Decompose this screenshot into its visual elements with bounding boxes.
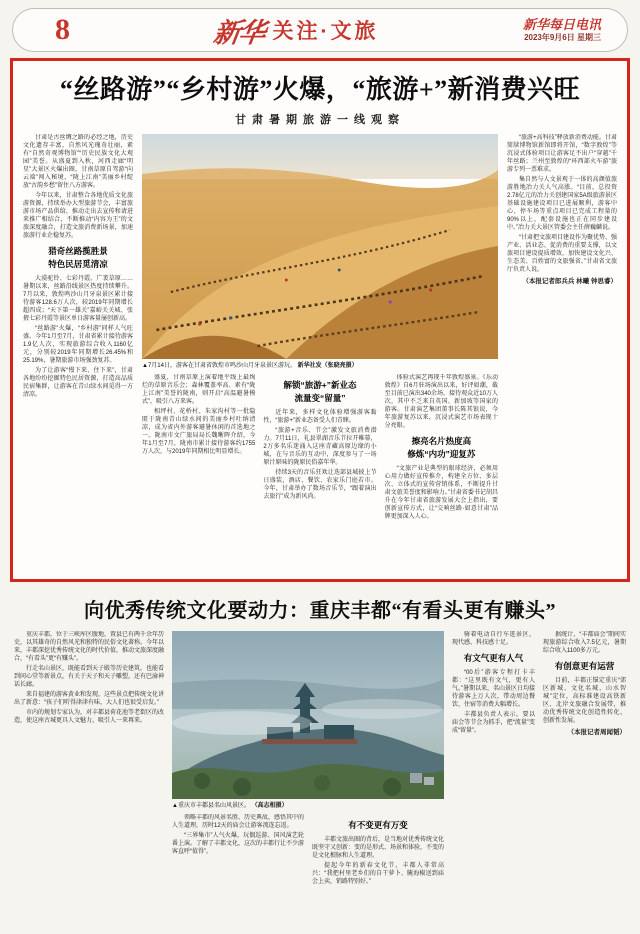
issue-date: 2023年9月6日 星期三 (524, 32, 601, 42)
paragraph: 领略丰都的风景名胜、历史典故，感悟其中的人生道理，历时12天的庙会让游客流连忘返。 (172, 815, 304, 829)
fengdu-scenic-photo (172, 631, 444, 799)
paragraph: “00后”游客专程打卡丰都：“这里既有文气，更有人气。”暑期以来，名山景区日均接待游客上万人次，带动周边餐饮、住宿等消费大幅增长。 (452, 670, 535, 708)
paragraph: 盛夏，甘南草原上演着地平线上最绚烂的草原音乐会；森林覆盖率高、素有“陇上江南”美誉的陇南，则开启“高温避暑模式”，吸引八方来客。 (142, 375, 256, 405)
paragraph: 骑着电动自行车逛景区，现代感、科技感十足。 (452, 632, 535, 646)
paragraph: 大漠驼铃、七彩丹霞、广袤草原……暑期以来，丝路沿线景区热度持续攀升。7月以来，敦煌鸣沙山月牙泉景区累计接待游客128.6万人次，较2019年同期增长超四成；“天下第一雄关”嘉峪关关城、张掖七彩丹霞等景区单日游客量屡创新高。 (23, 276, 133, 322)
paragraph: “甘肃把文旅项目建设作为聚优势、强产业、活业态、促消费的重要支撑，以文旅项目建设提质增效，加快建设文化兴、生态美、百姓富的文旅强省。”甘肃省文旅厅负责人说。 (507, 235, 617, 273)
page-header (12, 8, 628, 52)
paragraph: “三界集市”人气火爆，玩偶巡游、国风演艺轮番上演。了解了丰都文化，这次的丰都行让不少游客直呼“值得”。 (172, 833, 304, 855)
paragraph: 行走名山景区，既能看到天子殿等历史建筑，也能看到问心堂等新景点，有关于天子和天子雕塑，还有巴渝神话长廊。 (14, 666, 164, 688)
paragraph: 持续3天的音乐狂欢让迭部县城披上节日盛装，酒店、餐饮、农家乐门庭若市。今年，甘肃举办了数场音乐节，“跟着演出去旅行”成为新风尚。 (263, 470, 377, 500)
page-number: 8 (55, 13, 70, 46)
article1-headline: “丝路游”“乡村游”火爆，“旅游+”新消费兴旺 (59, 75, 581, 104)
masthead (214, 11, 378, 50)
desert-camel-photo (142, 134, 498, 359)
paragraph: 来自福建的游客黄业和发现，这些景点把传统文化讲出了新意：“孩子们听得津津有味，大人们也很受启发。” (14, 692, 164, 706)
article2-subhead-1: 有文气更有人气 (463, 653, 524, 663)
xinhua-script-logo: 新华 (212, 17, 267, 48)
article1-subhead-1: 猎奇丝路揽胜景 特色民居觅清凉 (48, 246, 108, 269)
paragraph: 近年来，多样文化体验增强游客黏性，“旅游+”新业态备受人们青睐。 (263, 410, 377, 424)
article2-column-mid-2 (312, 814, 444, 919)
article1-column-4 (385, 374, 498, 572)
photo1-credit: 新华社发（张晓亮摄） (297, 363, 358, 369)
paragraph: 市内的规划专家认为，对丰都县荷花池等老街区的改造，使这座古城更具人文魅力，吸引人一来再来。 (14, 710, 164, 724)
article1-subhead-2: 解锁“旅游+”新业态 流量变“留量” (283, 380, 357, 403)
paragraph: 甘肃是古丝绸之路的必经之地，历史文化遗存丰富，自然风光瑰奇壮丽，素有“自然奇观博物馆”“历史民族文化大观园”美誉。从盛夏到入秋，河西走廊“明星”大景区火爆出圈，甘南草原自驾游“向云端”闯入秘境，“陇上江南”美丽乡村绽放“古韵乡愁”留住八方游客。 (23, 135, 133, 189)
photo1-caption: ▲7月14日，游客在甘肃省敦煌市鸣沙山月牙泉景区游玩。 新华社发（张晓亮摄） (142, 363, 358, 369)
paragraph: “旅游+音乐、节会”激发文旅消费潜力。7月11日，礼县翠湖音乐节拉开帷幕，2万多名乐迷涌入这座青藏高原边缘的小城，在与音乐的互动中，深度参与了一场原汁原味的陇原民俗嘉年华。 (263, 428, 377, 466)
paragraph: 据统计，“丰都庙会”期间实现旅游综合收入7.5亿元，暑期综合收入1100多万元。 (543, 632, 626, 654)
paragraph: 集自然与人文景观于一体的高颜值旅游胜地冶力关人气高涨。“目前，总投资2.78亿元的冶力关创建国家5A级旅游景区基础设施建设项目已进展顺利，游客中心、停车场等重点项目已完成工程量的90%以上，配套设施也正在同步建设中。”冶力关大景区管委会主任薛巍麟说。 (507, 177, 617, 231)
article2-byline: （本报记者周闻韬） (567, 729, 626, 736)
article1-column-5 (507, 134, 617, 572)
article-fengdu-culture (14, 594, 626, 919)
paragraph: “文旅产业是典型的眼球经济，必须用心用力做好宣传推介，构建全方位、多层次、立体式的宣传营销体系，不断提升甘肃文旅美誉度和影响力。”甘肃省委书记胡昌升在今年甘肃省旅游发展大会上指出，要创新宣传方式，让“交响丝路·如意甘肃”品牌更加深入人心。 (384, 466, 498, 520)
article2-column-mid-1 (172, 814, 304, 919)
article1-byline: （本报记者郎兵兵 林曦 钟思睿） (522, 278, 617, 285)
article1-column-1 (23, 134, 133, 572)
article1-column-2 (142, 374, 255, 572)
article2-column-right-2 (543, 631, 626, 919)
paragraph: 丰都文旅出圈的背后，是当地对优秀传统文化既坚守又创新：变的是形式、场景和体验，不变的是文化根脉和人生道理。 (312, 837, 444, 859)
brand-logo: 新华每日电讯 (522, 16, 601, 32)
photo2-caption: ▲重庆市丰都县名山风景区。 （高志相摄） (172, 803, 288, 809)
article2-subhead-3: 有创意更有运营 (554, 661, 615, 671)
paragraph: “旅游+高科技”释放新消费动能。甘肃简牍博物馆新馆即将开馆，“数字敦煌”等沉浸式体验项目让游客足不出户“穿越”千年丝路；兰州至敦煌的“环西部火车游”旅游专列一票难求。 (507, 135, 617, 173)
paragraph: 提起今年的新春文化节，丰都人非常高兴：“我把村里老乡们的自干萝卜、腌海椒送到庙会上卖，销路特别好。” (312, 863, 444, 885)
section-title: 关注·文旅 (272, 20, 379, 43)
article2-headline: 向优秀传统文化要动力：重庆丰都“有看头更有赚头” (84, 600, 556, 622)
brand-block (523, 18, 601, 42)
paragraph: 体验式演艺再现千年敦煌盛景。《乐动敦煌》自6月驻场演出以来，好评如潮，截至目前已演出340余场，接待观众近10万人次，其中不乏来自英国、新加坡等国家的游客。甘肃演艺集团董事长陈其银说，今年旅游复苏以来，沉浸式演艺市场表现十分亮眼。 (384, 375, 498, 429)
article2-column-left (14, 631, 164, 919)
article1-column-3 (263, 374, 376, 572)
article2-column-right-1 (452, 631, 535, 919)
paragraph: 为了让游客“慢下来、住下来”，甘肃各地纷纷挖掘特色民居资源，打造高品质民宿集群，让游客在青山绿水间觅得一方清凉。 (23, 368, 133, 398)
paragraph: 相坪村、花桥村、朱家沟村等一批隐匿于陇南青山绿水间的美丽乡村吐纳清凉，成为省内外游客避暑休闲的首选地之一。陇南市文广旅局局长魏晰晖介绍，今年1月至7月，陇南市累计接待游客约1755万人次，与2019年同期相比明显增长。 (142, 409, 256, 455)
article1-subhead-3: 擦亮名片热度高 修炼“内功”迎复苏 (407, 436, 476, 459)
article2-subhead-2: 有不变更有万变 (348, 820, 408, 830)
article1-subtitle: 甘肃暑期旅游一线观察 (235, 114, 405, 126)
paragraph: 目前，丰都正锚定重庆“郊区新城、文化名城、山水智城”定位，高标准建设高铁新区、北岸文旅融合发展带，推动优秀传统文化创造性转化、创新性发展。 (543, 678, 626, 724)
paragraph: 今年以来，甘肃整合各地优质文化旅游资源，持续举办大型旅游节会，丰富旅游市场产品供给，推动走出去宣传和请进来推广相结合，不断推动“内容为王”的文旅深度融合，打造文旅消费新场景，加速旅游行业企稳复苏。 (23, 193, 133, 239)
paragraph: “丝路游”火爆，“乡村游”同样人气旺盛。今年1月至7月，甘肃省累计接待游客1.9亿人次，实现旅游综合收入1160亿元，分别较2019年同期增长26.45%和25.19%，暑期旅游市场强劲复苏。 (23, 326, 133, 364)
article-gansu-tourism (10, 58, 630, 582)
photo2-credit: （高志相摄） (251, 803, 288, 809)
paragraph: 丰都县负责人表示，要以庙会等节会为抓手，把“流量”变成“留量”。 (452, 712, 535, 734)
paragraph: 重庆丰都，位于三峡库区腹地，置县已有两千余年历史，以其雄奇的自然风光和独特的民俗文化著称。今年以来，丰都深挖优秀传统文化的时代价值，推动文旅深度融合，“有看头”更“有赚头”。 (14, 632, 164, 662)
